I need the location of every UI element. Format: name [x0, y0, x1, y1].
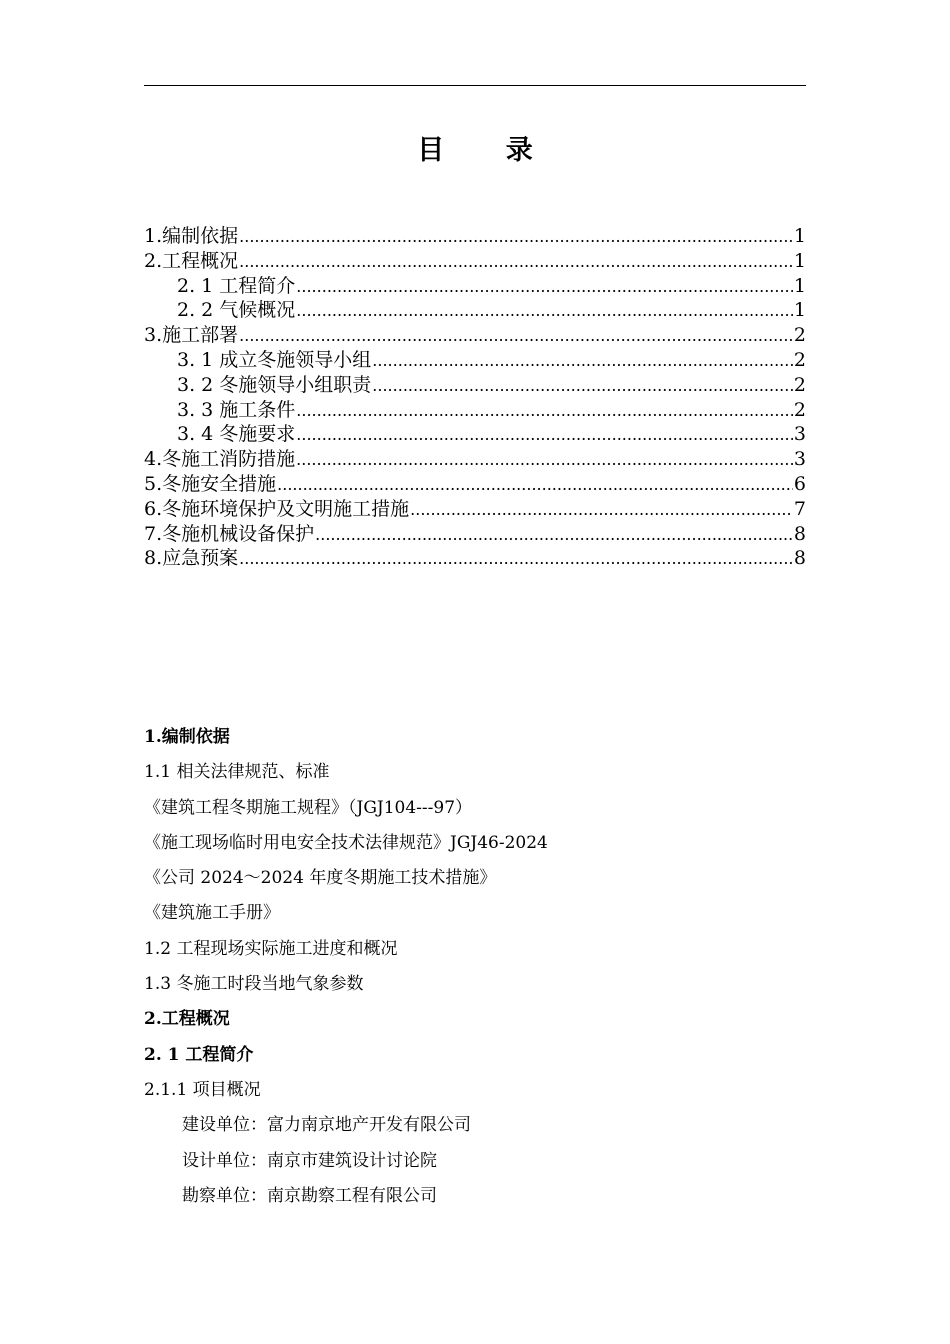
toc-entry[interactable]: [144, 323, 806, 348]
toc-title: 目 录: [417, 135, 559, 166]
toc-entry-label: 6.冬施环境保护及文明施工措施: [144, 497, 410, 520]
toc-entry-page: 2: [793, 398, 806, 421]
toc-entry[interactable]: [144, 522, 806, 547]
toc-entry[interactable]: [144, 274, 806, 299]
toc-entry[interactable]: [144, 472, 806, 497]
toc-entry-label: 2. 2 气候概况: [177, 299, 296, 322]
body-paragraph: 建设单位：富力南京地产开发有限公司: [182, 1115, 471, 1136]
toc-leader-dots: [296, 447, 793, 473]
toc-leader-dots: [296, 274, 793, 300]
body-paragraph: 1.1 相关法律规范、标准: [144, 762, 330, 783]
toc-leader-dots: [315, 522, 793, 548]
body-paragraph: 1.2 工程现场实际施工进度和概况: [144, 938, 398, 959]
toc-leader-dots: [239, 224, 793, 250]
body-paragraph: 《公司 2024～2024 年度冬期施工技术措施》: [144, 868, 497, 889]
table-of-contents: [144, 224, 806, 571]
toc-entry-page: 7: [793, 497, 806, 520]
toc-entry-label: 3. 4 冬施要求: [177, 423, 296, 446]
toc-entry-label: 1.编制依据: [144, 225, 239, 247]
body-paragraph: 设计单位：南京市建筑设计讨论院: [182, 1150, 437, 1171]
document-body: [144, 720, 806, 1214]
toc-entry[interactable]: [144, 398, 806, 423]
toc-entry[interactable]: [144, 298, 806, 323]
toc-leader-dots: [277, 472, 793, 498]
toc-entry-label: 4.冬施工消防措施: [144, 448, 296, 471]
toc-entry-page: 1: [793, 249, 806, 272]
toc-leader-dots: [296, 422, 793, 448]
toc-entry-page: 1: [793, 274, 806, 297]
toc-entry-page: 8: [793, 547, 806, 570]
toc-entry-label: 8.应急预案: [144, 547, 239, 570]
toc-entry-page: 2: [793, 373, 806, 396]
toc-entry[interactable]: [144, 447, 806, 472]
toc-entry-label: 5.冬施安全措施: [144, 472, 277, 495]
toc-entry[interactable]: [144, 497, 806, 522]
toc-leader-dots: [372, 373, 793, 399]
body-paragraph: 《建筑施工手册》: [144, 903, 280, 924]
toc-entry[interactable]: [144, 348, 806, 373]
toc-entry-page: 2: [793, 348, 806, 371]
toc-entry-label: 7.冬施机械设备保护: [144, 522, 315, 545]
toc-leader-dots: [239, 546, 793, 572]
toc-entry-page: 3: [793, 423, 806, 446]
toc-entry-page: 6: [793, 472, 806, 495]
toc-entry-label: 3. 3 施工条件: [177, 398, 296, 421]
toc-leader-dots: [372, 348, 793, 374]
body-paragraph: 《建筑工程冬期施工规程》（JGJ104---97）: [144, 797, 473, 818]
section-heading: 2. 1 工程简介: [144, 1044, 254, 1065]
toc-entry-label: 2. 1 工程简介: [177, 274, 296, 297]
toc-entry[interactable]: [144, 546, 806, 571]
toc-entry-page: 2: [793, 324, 806, 347]
section-heading: 2.工程概况: [144, 1009, 230, 1030]
body-paragraph: 1.3 冬施工时段当地气象参数: [144, 974, 364, 995]
body-paragraph: 2.1.1 项目概况: [144, 1079, 261, 1100]
toc-leader-dots: [239, 323, 793, 349]
header-rule: [144, 85, 806, 86]
toc-leader-dots: [410, 497, 793, 523]
toc-entry-page: 3: [793, 448, 806, 471]
body-paragraph: 勘察单位：南京勘察工程有限公司: [182, 1185, 437, 1206]
section-heading: 1.编制依据: [144, 727, 230, 747]
body-paragraph: 《施工现场临时用电安全技术法律规范》JGJ46-2024: [144, 832, 548, 853]
toc-entry-page: 8: [793, 522, 806, 545]
toc-leader-dots: [239, 249, 793, 275]
toc-entry-label: 3.施工部署: [144, 324, 239, 347]
toc-entry[interactable]: [144, 373, 806, 398]
toc-entry-page: 1: [793, 225, 806, 247]
toc-entry-label: 2.工程概况: [144, 249, 239, 272]
toc-entry-label: 3. 2 冬施领导小组职责: [177, 373, 372, 396]
toc-entry-page: 1: [793, 299, 806, 322]
toc-leader-dots: [296, 298, 793, 324]
toc-entry-label: 3. 1 成立冬施领导小组: [177, 348, 372, 371]
toc-entry[interactable]: [144, 249, 806, 274]
toc-leader-dots: [296, 398, 793, 424]
toc-entry[interactable]: [144, 224, 806, 249]
toc-entry[interactable]: [144, 422, 806, 447]
